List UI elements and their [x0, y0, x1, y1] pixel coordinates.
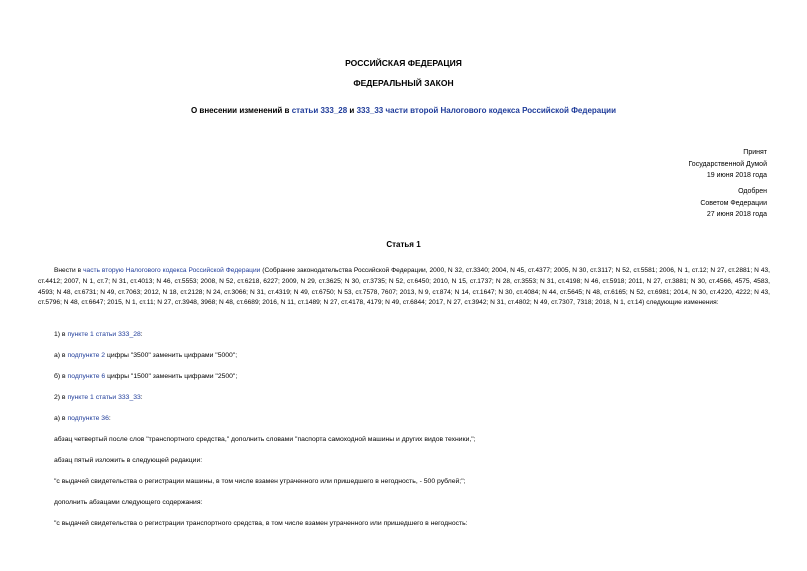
intro-body: (Собрание законодательства Российской Федерации, 2000, N 32, ст.3340; 2004, N 45, ст.4377; 2005, N 30, ст.3117; N 52, ст.5581; 2006, N 1, ст.12; N 27, ст.2881; N 43, ст.4412; 2007, N 1, ст.7; N 31, ст.4013; N 46, ст.5553; 2008, N 52, ст.6218, 6227; 2009, N 29, ст.3625; N 30, ст.3735; N 52, ст.6450; 2010, N 15, ст.1737; N 28, ст.3553; N 31, ст.4198; N 46, ст.5918; 2011, N 27, ст.3881; N 30, ст.4566, 4575, 4583, 4593; N 48, ст.6731; N 49, ст.7063; 2012, N 18, ст.2128; N 24, ст.3066; N 31, ст.4319; N 49, ст.6750; N 53, ст.7578, 7607; 2013, N 9, ст.874; N 14, ст.1647; N 30, ст.4084; N 44, ст.5645; N 48, ст.6165; N 52, ст.6981; 2014, N 30, ст.4220, 4222; N 43, ст.5796; N 48, ст.6647; 2015, N 1, ст.11; N 27, ст.3948, 3968; N 48, ст.6689; 2016, N 11, ст.1489; N 27, ст.4178, 4179; N 49, ст.6844; 2017, N 27, ст.3942; N 31, ст.4802; N 49, ст.7307, 7318; 2018, N 1, ст.14) следующие изменения:: [38, 267, 771, 307]
item-1-prefix: 1) в: [54, 331, 68, 338]
paragraph-4-amendment: абзац четвертый после слов "транспортного средства," дополнить словами "паспорта самоходной машины и других видов техники,";: [54, 436, 476, 443]
intro-paragraph: [38, 266, 770, 309]
subject-prefix: О внесении изменений в: [190, 106, 292, 115]
approved-line-2: Советом Федерации: [700, 199, 767, 207]
vehicle-certificate-text: "с выдачей свидетельства о регистрации транспортного средства, в том числе взамен утраченного или пришедшего в негодность:: [54, 520, 468, 527]
machine-certificate-text: "с выдачей свидетельства о регистрации машины, в том числе взамен утраченного или пришедшего в негодность, - 500 рублей;";: [54, 478, 466, 485]
article-333-28-link[interactable]: статьи 333_28: [291, 106, 348, 115]
article-title: Статья 1: [386, 240, 421, 249]
adopted-line-3: 19 июня 2018 года: [706, 172, 767, 179]
item-1-suffix: :: [140, 331, 143, 338]
item-1b-link[interactable]: подпункте 6: [67, 373, 106, 380]
approved-line-3: 27 июня 2018 года: [706, 211, 767, 218]
item-2: [54, 394, 143, 401]
add-paragraphs-text: дополнить абзацами следующего содержания:: [54, 499, 203, 506]
article-333-33-link[interactable]: 333_33 части второй Налогового кодекса Российской Федерации: [356, 106, 616, 115]
item-2a-prefix: а) в: [54, 415, 68, 422]
item-1a-prefix: а) в: [54, 352, 68, 359]
law-subject-title: [0, 106, 807, 115]
item-1-link[interactable]: пункте 1 статьи 333_28: [67, 331, 141, 338]
item-1b: [54, 373, 237, 380]
item-2a: [54, 415, 111, 422]
item-1b-suffix: цифры "1500" заменить цифрами "2500";: [105, 373, 238, 380]
item-2-suffix: :: [140, 394, 143, 401]
subject-mid: и: [347, 106, 357, 115]
item-2-prefix: 2) в: [54, 394, 68, 401]
item-1b-prefix: б) в: [54, 373, 68, 380]
approved-line-1: Одобрен: [738, 188, 767, 195]
item-1a: [54, 352, 237, 359]
intro-prefix: Внести в: [54, 267, 84, 274]
adopted-line-1: Принят: [743, 149, 767, 156]
paragraph-5-amendment: абзац пятый изложить в следующей редакции:: [54, 457, 203, 464]
approved-block: [700, 186, 767, 221]
adopted-block: [688, 147, 767, 182]
adopted-line-2: Государственной Думой: [688, 160, 767, 168]
item-2a-link[interactable]: подпункте 36: [67, 415, 109, 422]
item-2a-suffix: :: [108, 415, 111, 422]
item-2-link[interactable]: пункте 1 статьи 333_33: [67, 394, 141, 401]
law-type-title: ФЕДЕРАЛЬНЫЙ ЗАКОН: [353, 78, 454, 88]
item-1: [54, 331, 143, 338]
tax-code-part-two-link[interactable]: часть вторую Налогового кодекса Российской Федерации: [83, 267, 261, 274]
country-title: РОССИЙСКАЯ ФЕДЕРАЦИЯ: [345, 58, 462, 68]
item-1a-link[interactable]: подпункте 2: [67, 352, 106, 359]
item-1a-suffix: цифры "3500" заменить цифрами "5000";: [105, 352, 238, 359]
